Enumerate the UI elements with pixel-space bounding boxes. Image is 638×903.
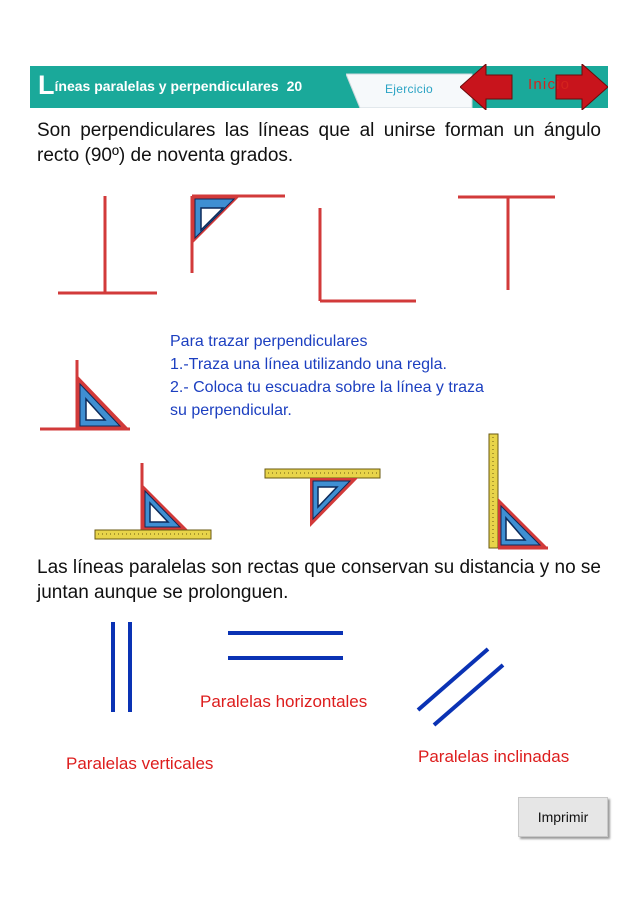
- perpendicular-figure-1: [58, 196, 157, 293]
- ruler-figure-1: [95, 463, 211, 539]
- title-text: íneas paralelas y perpendiculares: [54, 78, 279, 94]
- horizontal-parallels: [228, 633, 343, 658]
- parallel-definition: Las líneas paralelas son rectas que conservan su distancia y no se juntan aunque se prolonguen.: [37, 557, 601, 603]
- step-2: 2.- Coloca tu escuadra sobre la línea y traza: [170, 379, 484, 396]
- steps-heading: Para trazar perpendiculares: [170, 333, 368, 350]
- inclined-parallels-label: Paralelas inclinadas: [418, 747, 570, 766]
- ruler-figure-3: [489, 434, 548, 548]
- page-number: 20: [286, 78, 303, 94]
- inicio-link[interactable]: Inicio: [528, 76, 571, 93]
- title-initial: L: [38, 70, 55, 100]
- vertical-parallels: [113, 622, 130, 712]
- drawing-step-figure: [40, 360, 130, 429]
- print-button[interactable]: Imprimir: [518, 797, 608, 837]
- step-2-continued: su perpendicular.: [170, 402, 292, 419]
- perpendicular-definition: Son perpendiculares las líneas que al unirse forman un ángulo recto (90º) de noventa grados.: [37, 120, 601, 166]
- horizontal-parallels-label: Paralelas horizontales: [200, 692, 368, 711]
- step-1: 1.-Traza una línea utilizando una regla.: [170, 356, 447, 373]
- perpendicular-figure-4: [458, 197, 555, 290]
- perpendicular-figure-3: [320, 208, 416, 301]
- drawing-steps: [170, 330, 590, 422]
- perpendicular-figure-2: [192, 196, 285, 273]
- vertical-parallels-label: Paralelas verticales: [66, 754, 214, 773]
- inclined-parallels: [418, 649, 503, 725]
- ejercicio-tab-label: Ejercicio: [384, 82, 434, 96]
- ruler-figure-2: [265, 469, 380, 527]
